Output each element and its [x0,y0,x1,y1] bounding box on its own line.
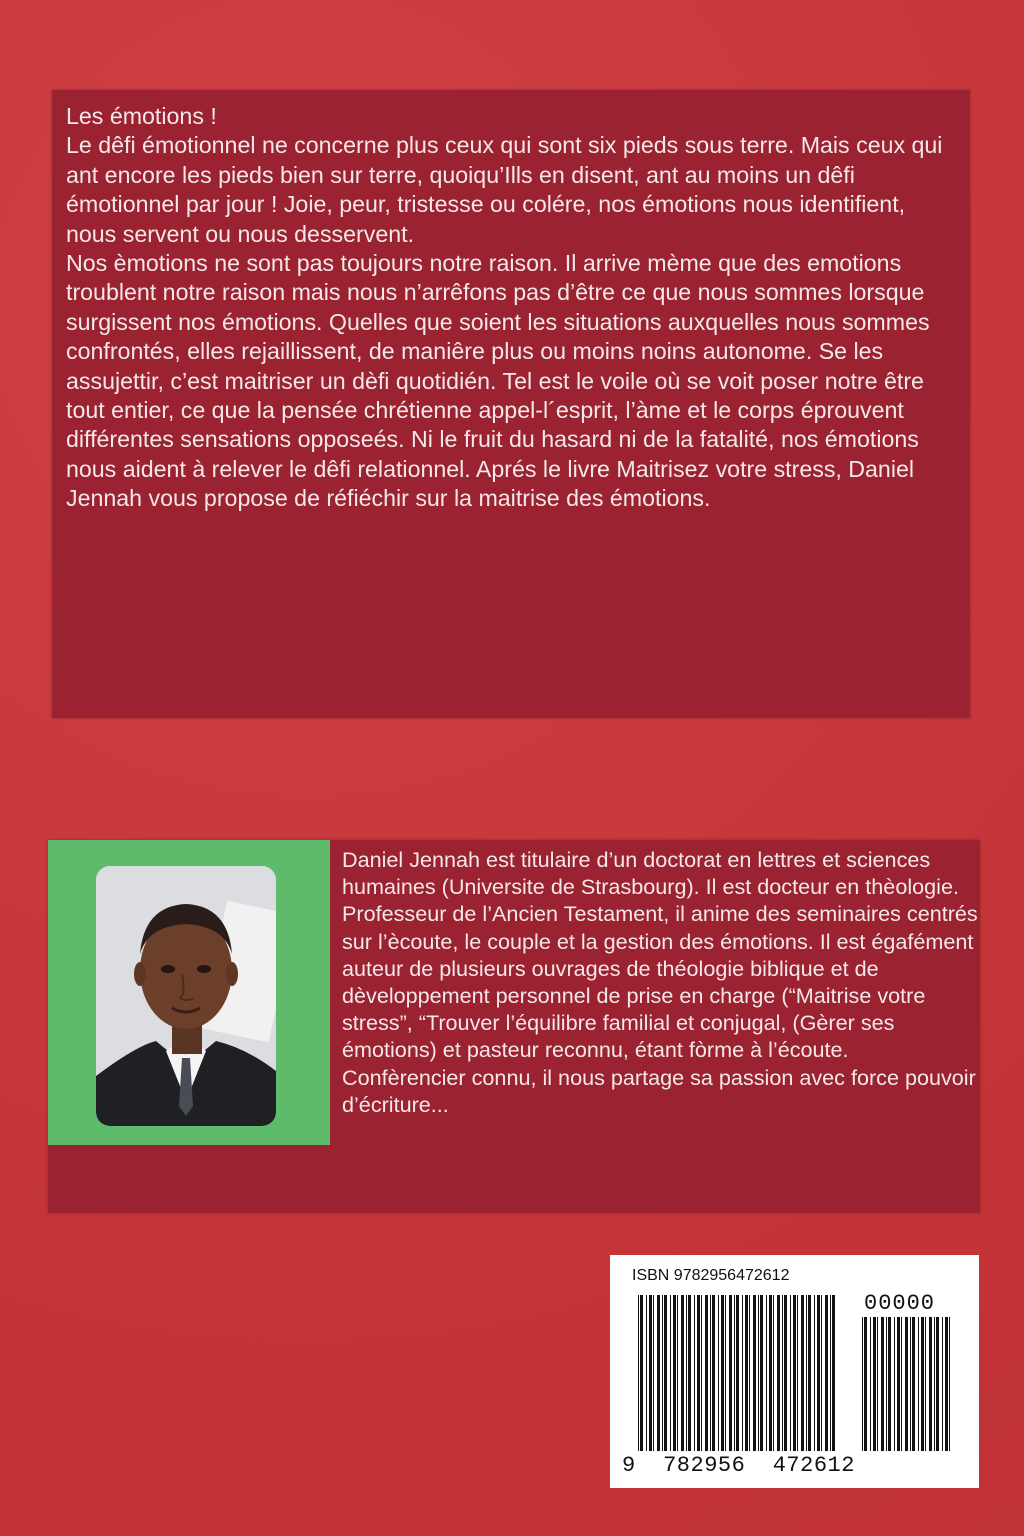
author-panel [48,840,980,1213]
author-photo-frame [48,840,330,1145]
blurb-panel [52,90,970,718]
barcode-digits: 9 782956 472612 [622,1453,855,1478]
isbn-label: ISBN 9782956472612 [632,1267,790,1284]
blurb-paragraph: Le dêfi émotionnel ne concerne plus ceux qui sont six pieds sous terre. Mais ceux qui ant encore les pieds bien sur terre, quoiqu’Ills en disent, ant au moins un dêfi émotionnel par jour ! Joie, peur, tristesse ou colére, nos émotions nous identifient, nous servent ou nous desservent. [66,132,943,247]
isbn-barcode-box [610,1255,979,1488]
blurb-paragraph: Nos èmotions ne sont pas toujours notre raison. Il arrive mème que des emotions troublent notre raison mais nous n’arrêfons pas d’être ce que nous sommes lorsque surgissent nos émotions. Quelles que soient les situations auxquelles nous sommes confrontés, elles rejaillissent, de maniêre plus ou moins noins autonome. Se les assujettir, c’est maitriser un dèfi quotidién. Tel est le voile où se voit poser notre être tout entier, ce que la pensée chrétienne appel-l´esprit, l’àme et le corps éprouvent différentes sensations opposeés. Ni le fruit du hasard ni de la fatalité, nos émotions nous aident à relever le dêfi relationnel. Aprés le livre Maitrisez votre stress, Daniel Jennah vous propose de réfiéchir sur la maitrise des émotions. [66,250,930,512]
barcode-addon-number: 00000 [864,1291,936,1316]
author-photo [96,866,276,1126]
blurb-text [66,102,958,514]
blurb-heading: Les émotions ! [66,103,217,129]
author-bio: Daniel Jennah est titulaire d’un doctorat en lettres et sciences humaines (Universite de Strasbourg). Il est docteur en thèologie. Professeur de l’Ancien Testament, il anime des seminaires centrés sur l’ècoute, le couple et la gestion des émotions. Il est égafément auteur de plusieurs ouvrages de théologie biblique et de dèveloppement personnel de prise en charge (“Maitrise votre stress”, “Trouver l’équilibre familial et conjugal, (Gèrer ses émotions) et pasteur reconnu, étant fòrme à l’écoute. Confèrencier connu, il nous partage sa passion avec force pouvoir d’écriture... [342,847,978,1117]
